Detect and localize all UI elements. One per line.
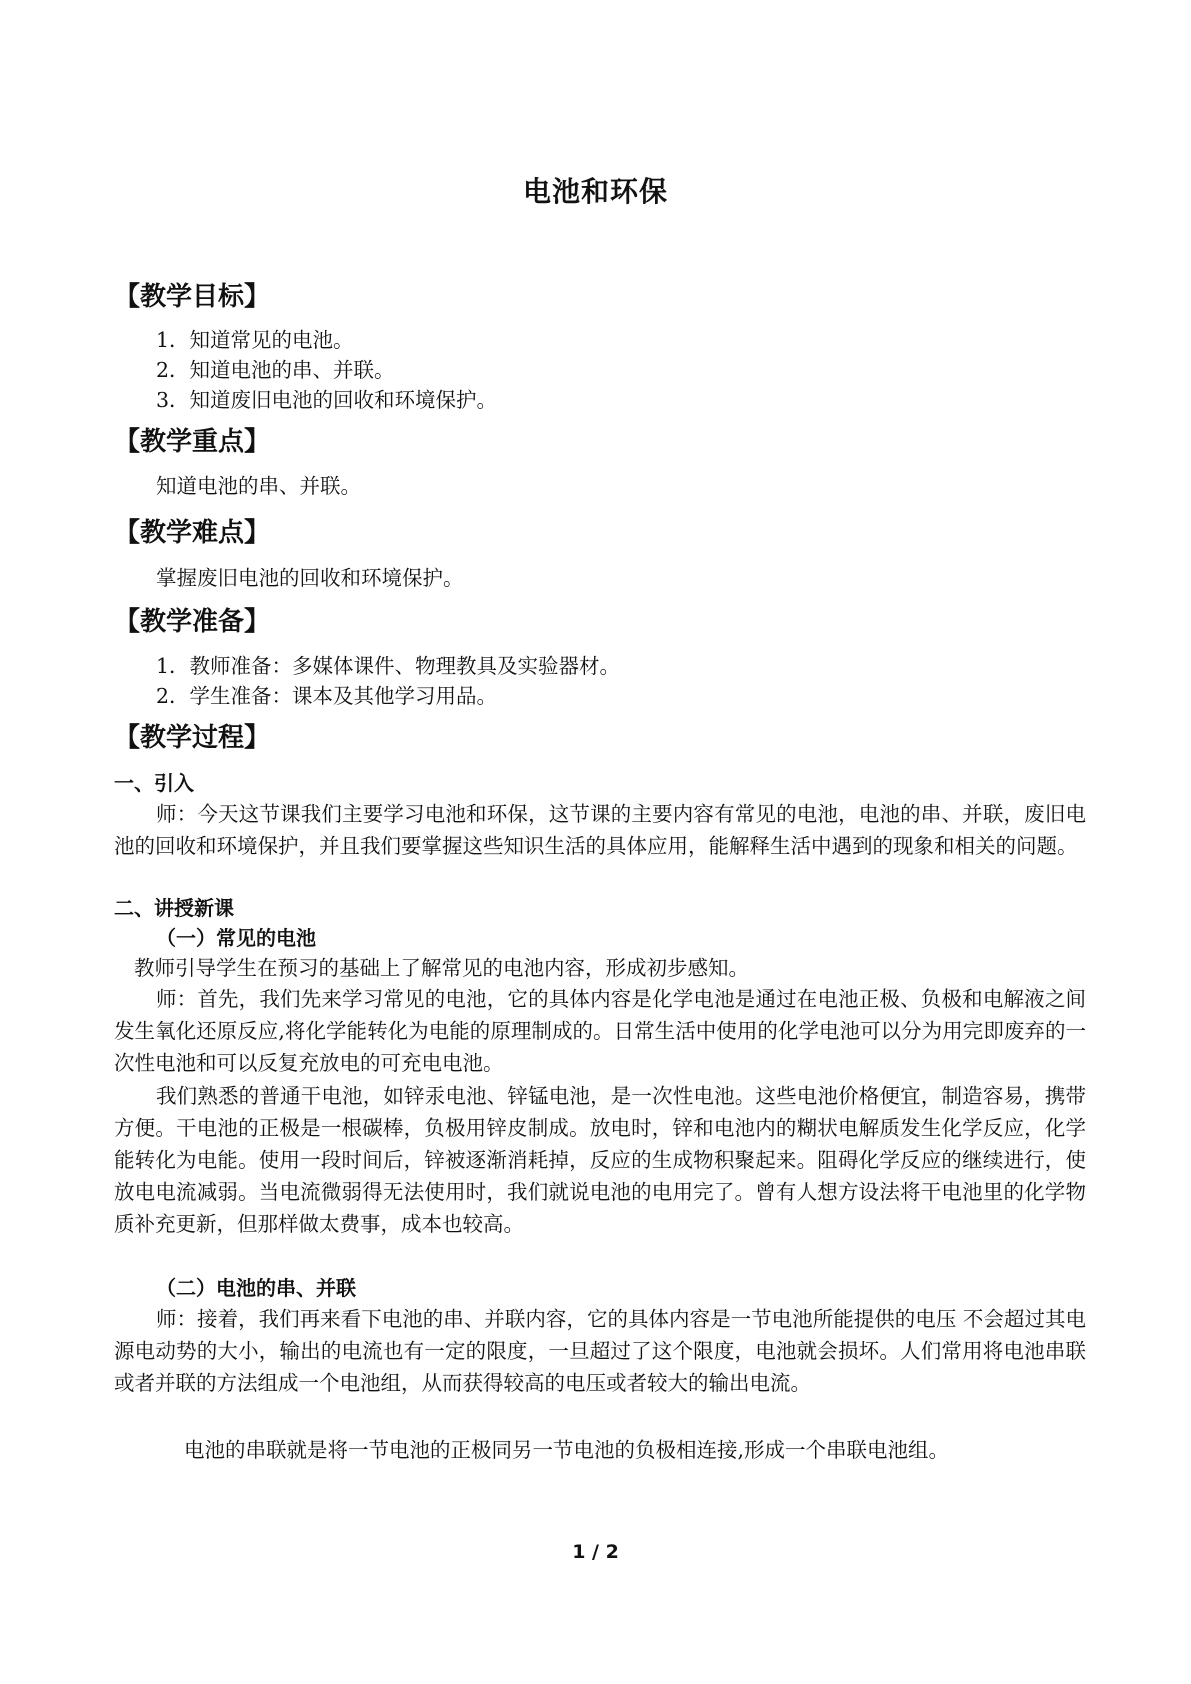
preparation-item: 1．教师准备：多媒体课件、物理教具及实验器材。: [156, 654, 621, 678]
body-paragraph: 我们熟悉的普通干电池，如锌汞电池、锌锰电池，是一次性电池。这些电池价格便宜，制造容易，携带方便。干电池的正极是一根碳棒，负极用锌皮制成。放电时，锌和电池内的糊状电解质发生化学反应，化学能转化为电能。使用一段时间后，锌被逐渐消耗掉，反应的生成物积聚起来。阻碍化学反应的继续进行，使放电电流减弱。当电流微弱得无法使用时，我们就说电池的电用完了。曾有人想方设法将干电池里的化学物质补充更新，但那样做太费事，成本也较高。: [114, 1084, 1086, 1236]
subsection-title-1: （一）常见的电池: [156, 926, 316, 950]
objective-item: 3．知道废旧电池的回收和环境保护。: [156, 388, 498, 412]
subsection-lead: 教师引导学生在预习的基础上了解常见的电池内容，形成初步感知。: [134, 956, 749, 980]
objective-item: 1．知道常见的电池。: [156, 328, 354, 352]
body-paragraph: 师：接着，我们再来看下电池的串、并联内容，它的具体内容是一节电池所能提供的电压 不会超过其电源电动势的大小，输出的电流也有一定的限度，一旦超过了这个限度，电池就会损坏。人们常用将电池串联或者并联的方法组成一个电池组，从而获得较高的电压或者较大的输出电流。: [114, 1307, 1086, 1395]
key-point-text: 知道电池的串、并联。: [156, 474, 361, 498]
subsection-title-2: （二）电池的串、并联: [156, 1276, 356, 1300]
intro-title: 一、引入: [114, 771, 194, 795]
objective-item: 2．知道电池的串、并联。: [156, 358, 395, 382]
key-point-heading: 【教学重点】: [114, 427, 271, 457]
process-heading: 【教学过程】: [114, 723, 271, 753]
preparation-item: 2．学生准备：课本及其他学习用品。: [156, 684, 498, 708]
body-line: 电池的串联就是将一节电池的正极同另一节电池的负极相连接,形成一个串联电池组。: [184, 1438, 950, 1462]
body-paragraph: 师：首先，我们先来学习常见的电池，它的具体内容是化学电池是通过在电池正极、负极和电解液之间发生氧化还原反应,将化学能转化为电能的原理制成的。日常生活中使用的化学电池可以分为用完即废弃的一次性电池和可以反复充放电的可充电电池。: [114, 987, 1086, 1075]
new-lesson-title: 二、讲授新课: [114, 896, 234, 920]
difficulty-heading: 【教学难点】: [114, 518, 271, 548]
page-number: 1 / 2: [572, 1541, 619, 1563]
difficulty-text: 掌握废旧电池的回收和环境保护。: [156, 566, 464, 590]
intro-paragraph: 师：今天这节课我们主要学习电池和环保，这节课的主要内容有常见的电池，电池的串、并联，废旧电池的回收和环境保护，并且我们要掌握这些知识生活的具体应用，能解释生活中遇到的现象和相关的问题。: [114, 802, 1086, 858]
preparation-heading: 【教学准备】: [114, 607, 271, 637]
document-title: 电池和环保: [522, 175, 668, 208]
objectives-heading: 【教学目标】: [114, 282, 271, 312]
